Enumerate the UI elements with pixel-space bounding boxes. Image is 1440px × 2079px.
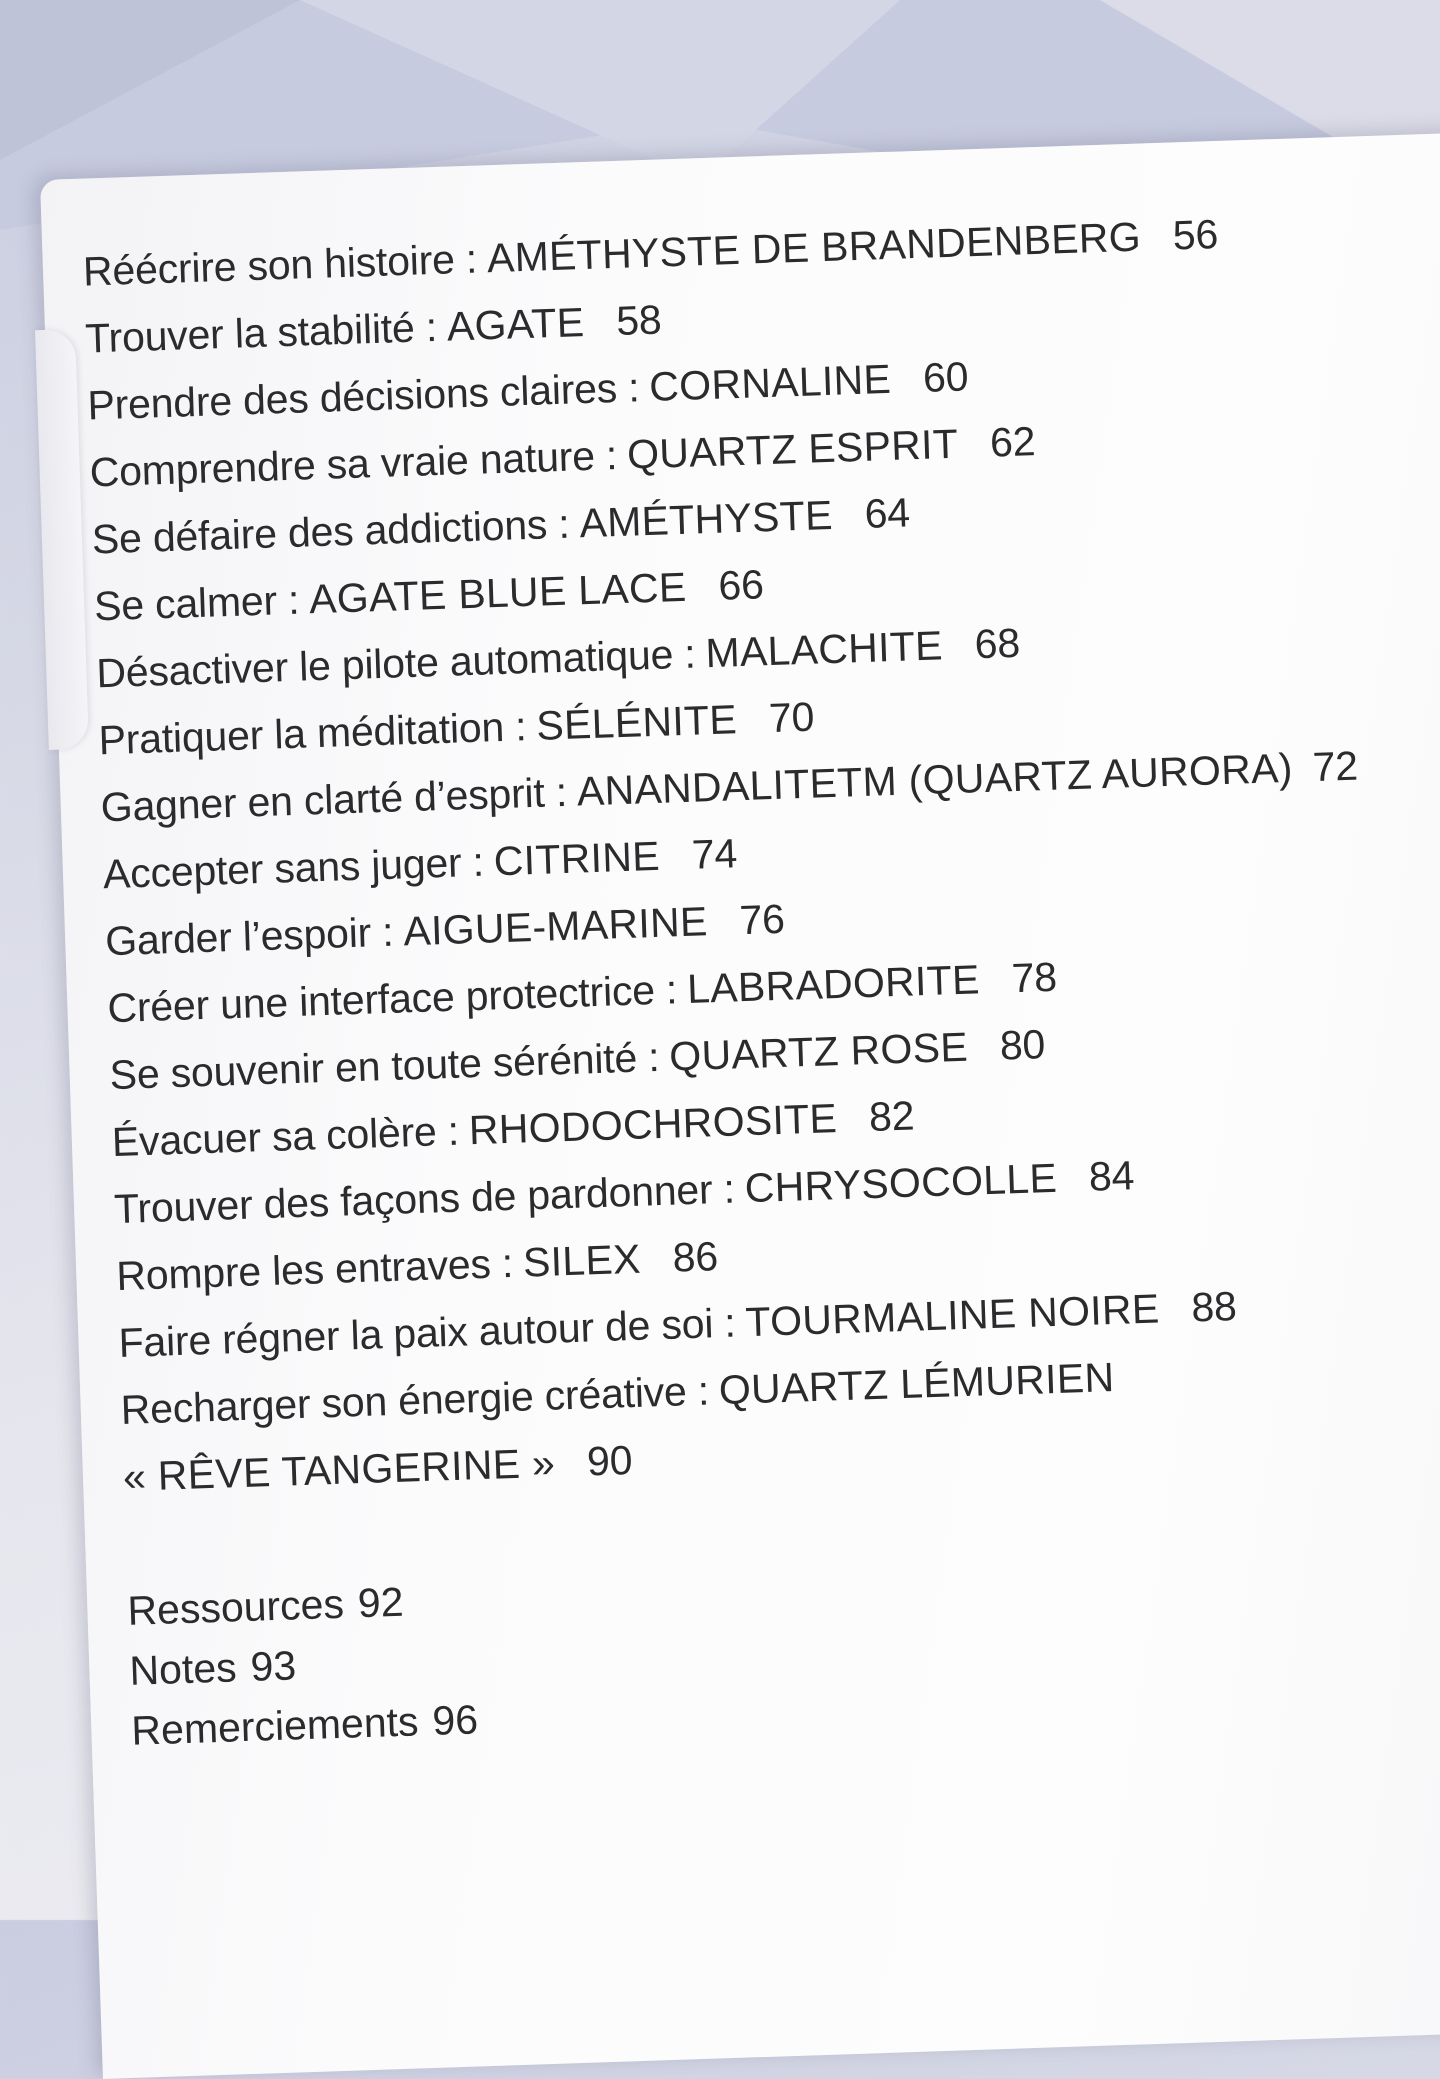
toc-entry-label: Comprendre sa vraie nature : (88, 432, 618, 496)
toc-entry-page: 56 (1172, 210, 1219, 259)
toc-entry-stone: CITRINE (493, 832, 661, 885)
toc-entry-label: Se souvenir en toute sérénité : (108, 1033, 661, 1099)
toc-entry-stone: ANANDALITETM (QUARTZ AURORA) (576, 744, 1294, 815)
toc-entry-label: Réécrire son histoire : (82, 235, 478, 295)
toc-entry-page: 76 (738, 895, 786, 944)
back-matter-label: Notes (128, 1644, 238, 1694)
toc-entry-stone-continued: « RÊVE TANGERINE » (122, 1439, 556, 1500)
toc-entry-label: Recharger son énergie créative : (120, 1367, 710, 1433)
toc-entry-page: 60 (922, 353, 970, 401)
toc-entry-page: 82 (868, 1092, 915, 1141)
toc-entry-stone: SÉLÉNITE (535, 696, 738, 749)
back-matter-label: Ressources (126, 1580, 345, 1634)
toc-entry-stone: LABRADORITE (686, 956, 981, 1012)
toc-entry-label: Accepter sans juger : (102, 838, 485, 898)
toc-entry-label: Évacuer sa colère : (111, 1107, 460, 1166)
book-page (40, 130, 1440, 2079)
toc-entry-label: Se calmer : (93, 576, 300, 630)
toc-entry-stone: TOURMALINE NOIRE (744, 1285, 1161, 1346)
toc-entry-stone: QUARTZ LÉMURIEN (718, 1354, 1116, 1414)
toc-entry-label: Créer une interface protectrice : (106, 966, 678, 1032)
toc-entry-stone: AIGUE-MARINE (402, 898, 709, 955)
back-matter-page: 96 (431, 1696, 479, 1744)
toc-entry-page: 90 (586, 1437, 633, 1485)
toc-entry-page: 88 (1190, 1282, 1238, 1331)
toc-entry-stone: AMÉTHYSTE (578, 491, 834, 547)
toc-entry-label: Pratiquer la méditation : (97, 703, 528, 764)
toc-entry-label: Désactiver le pilote automatique : (95, 630, 697, 697)
toc-entry-label: Faire régner la paix autour de soi : (117, 1299, 737, 1367)
toc-entry-page: 86 (671, 1233, 719, 1281)
toc-entry-page: 78 (1010, 953, 1058, 1002)
toc-entry-label: Garder l’espoir : (104, 908, 395, 965)
toc-entry-stone: CORNALINE (648, 355, 892, 410)
toc-entry-page: 74 (691, 830, 738, 878)
toc-entry-stone: QUARTZ ESPRIT (626, 420, 959, 478)
toc-entry-page: 64 (863, 489, 911, 537)
toc-entry-stone: QUARTZ ROSE (668, 1023, 969, 1080)
back-matter-page: 92 (357, 1578, 405, 1627)
toc-entry-page: 72 (1311, 742, 1359, 791)
toc-entry-label: Trouver des façons de pardonner : (113, 1165, 736, 1233)
toc-entry-page: 80 (999, 1021, 1046, 1069)
toc-entry-label: Trouver la stabilité : (84, 303, 438, 362)
back-matter-page: 93 (249, 1642, 297, 1690)
toc-entry-stone: RHODOCHROSITE (468, 1095, 838, 1154)
back-matter-label: Remerciements (130, 1698, 420, 1754)
toc-entry-stone: AGATE BLUE LACE (308, 563, 688, 623)
toc-entry-label: Rompre les entraves : (115, 1239, 514, 1300)
toc-entry-label: Se défaire des addictions : (91, 500, 571, 563)
toc-entry-page: 62 (989, 418, 1037, 466)
toc-entry-label: Prendre des décisions claires : (86, 364, 641, 429)
toc-entry-stone: CHRYSOCOLLE (743, 1154, 1058, 1212)
table-of-contents (82, 195, 1440, 1761)
toc-entry-page: 84 (1088, 1152, 1135, 1200)
toc-entry-page: 68 (973, 619, 1021, 668)
toc-entry-stone: SILEX (522, 1235, 642, 1286)
toc-entry-stone: AGATE (446, 299, 586, 350)
toc-entry-label: Gagner en clarté d’esprit : (100, 768, 568, 831)
toc-entry-page: 58 (615, 296, 663, 344)
toc-entry-page: 66 (717, 561, 765, 609)
toc-entry-page: 70 (768, 693, 815, 742)
toc-entry-stone: AMÉTHYSTE DE BRANDENBERG (486, 213, 1142, 282)
toc-entry-stone: MALACHITE (704, 622, 944, 677)
